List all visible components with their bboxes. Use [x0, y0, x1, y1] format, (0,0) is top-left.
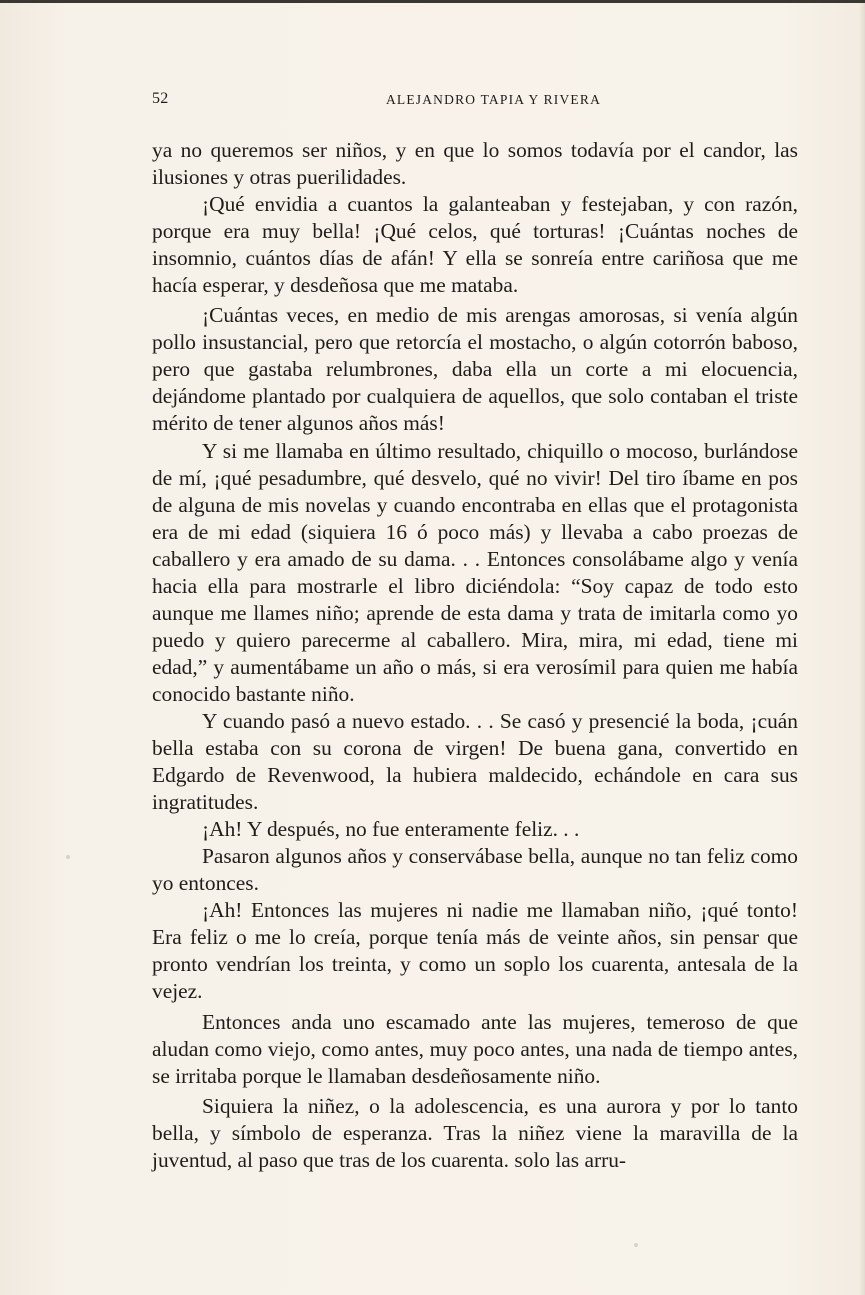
paragraph: Siquiera la niñez, o la adolescencia, es una aurora y por lo tanto bella, y símbolo de esperanza. Tras la niñez viene la maravilla de la juventud, al paso que tras de los cuarenta. solo las arru- — [152, 1093, 798, 1172]
page-header — [152, 90, 797, 112]
paper-speck — [634, 1243, 638, 1247]
paragraph: Y si me llamaba en último resultado, chiquillo o mocoso, burlándose de mí, ¡qué pesadumbre, qué desvelo, qué no vivir! Del tiro íbame en pos de alguna de mis novelas y cuando encontraba en ellas que el protagonista era de mi edad (siquiera 16 ó poco más) y llevaba a cabo proezas de caballero y era amado de su dama. . . Entonces consolábame algo y venía hacia ella para mostrarle el libro diciéndola: “Soy capaz de todo esto aunque me llames niño; aprende de esta dama y trata de imitarla como yo puedo y quiero parecerme al caballero. Mira, mira, mi edad, tiene mi edad,” y aumentábame un año o más, si era verosímil para quien me había conocido bastante niño. — [152, 438, 798, 706]
body-text — [152, 137, 798, 1174]
paragraph: ¡Cuántas veces, en medio de mis arengas amorosas, si venía algún pollo insustancial, pero que retorcía el mostacho, o algún cotorrón baboso, pero que gastaba relumbrones, daba ella un corte a mi elocuencia, dejándome plantado por cualquiera de aquellos, que solo contaban el triste mérito de tener algunos años más! — [152, 303, 798, 436]
page-number: 52 — [152, 90, 169, 107]
paragraph: ¡Qué envidia a cuantos la galanteaban y festejaban, y con razón, porque era muy bella! ¡Qué celos, qué torturas! ¡Cuántas noches de insomnio, cuántos días de afán! Y ella se sonreía entre cariñosa que me hacía esperar, y desdeñosa que me mataba. — [152, 192, 798, 298]
page-edge-shadow — [859, 0, 865, 1295]
page-top-edge — [0, 0, 865, 3]
paragraph: Entonces anda uno escamado ante las mujeres, temeroso de que aludan como viejo, como antes, muy poco antes, una nada de tiempo antes, se irritaba porque le llamaban desdeñosamente niño. — [152, 1009, 798, 1088]
paragraph: ya no queremos ser niños, y en que lo somos todavía por el candor, las ilusiones y otras puerilidades. — [152, 138, 798, 190]
paragraph: ¡Ah! Y después, no fue enteramente feliz. . . — [202, 817, 580, 842]
paragraph: Y cuando pasó a nuevo estado. . . Se casó y presencié la boda, ¡cuán bella estaba con su corona de virgen! De buena gana, convertido en Edgardo de Revenwood, la hubiera maldecido, echándole en cara sus ingratitudes. — [152, 708, 798, 815]
paragraph: ¡Ah! Entonces las mujeres ni nadie me llamaban niño, ¡qué tonto! Era feliz o me lo creía, porque tenía más de veinte años, sin pensar que pronto vendrían los treinta, y como un soplo los cuarenta, antesala de la vejez. — [152, 898, 798, 1004]
paragraph: Pasaron algunos años y conservábase bella, aunque no tan feliz como yo entonces. — [152, 844, 798, 896]
running-head: ALEJANDRO TAPIA Y RIVERA — [385, 92, 602, 107]
paper-speck — [66, 855, 70, 859]
